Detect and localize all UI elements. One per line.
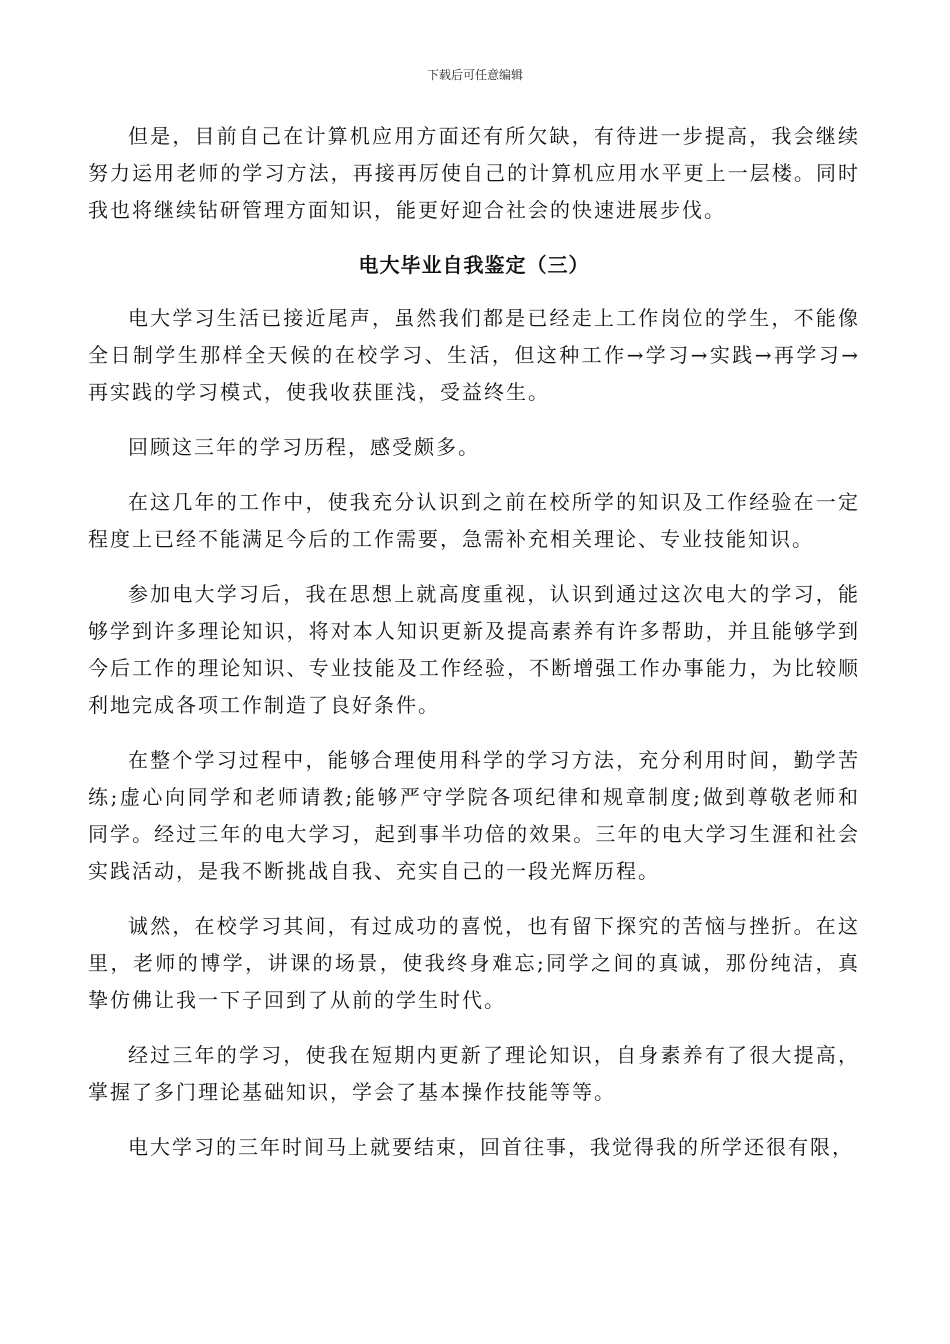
paragraph-3: 在这几年的工作中，使我充分认识到之前在校所学的知识及工作经验在一定程度上已经不能满足今后的工作需要，急需补充相关理论、专业技能知识。 [88,490,860,551]
paragraph-5: 在整个学习过程中，能够合理使用科学的学习方法，充分利用时间，勤学苦练;虚心向同学和老师请教;能够严守学院各项纪律和规章制度;做到尊敬老师和同学。经过三年的电大学习，起到事半功倍的效果。三年的电大学习生涯和社会实践活动，是我不断挑战自我、充实自己的一段光辉历程。 [88,748,860,883]
paragraph-2: 回顾这三年的学习历程，感受颇多。 [128,435,480,459]
paragraph-4: 参加电大学习后，我在思想上就高度重视，认识到通过这次电大的学习，能够学到许多理论知识，将对本人知识更新及提高素养有许多帮助，并且能够学到今后工作的理论知识、专业技能及工作经验，不断增强工作办事能力，为比较顺利地完成各项工作制造了良好条件。 [88,582,860,717]
document-body [88,118,860,1184]
paragraph-6: 诚然，在校学习其间，有过成功的喜悦，也有留下探究的苦恼与挫折。在这里，老师的博学，讲课的场景，使我终身难忘;同学之间的真诚，那份纯洁，真挚仿佛让我一下子回到了从前的学生时代。 [88,914,860,1012]
paragraph-1: 电大学习生活已接近尾声，虽然我们都是已经走上工作岗位的学生，不能像全日制学生那样全天候的在校学习、生活，但这种工作→学习→实践→再学习→再实践的学习模式，使我收获匪浅，受益终生。 [88,306,860,404]
paragraph-7: 经过三年的学习，使我在短期内更新了理论知识，自身素养有了很大提高，掌握了多门理论基础知识，学会了基本操作技能等等。 [88,1043,860,1104]
intro-paragraph: 但是，目前自己在计算机应用方面还有所欠缺，有待进一步提高，我会继续努力运用老师的学习方法，再接再厉使自己的计算机应用水平更上一层楼。同时我也将继续钻研管理方面知识，能更好迎合社会的快速进展步伐。 [88,124,860,222]
paragraph-8: 电大学习的三年时间马上就要结束，回首往事，我觉得我的所学还很有限， [128,1135,854,1159]
section-title: 电大毕业自我鉴定（三） [358,253,590,277]
header-note: 下载后可任意编辑 [426,68,523,82]
